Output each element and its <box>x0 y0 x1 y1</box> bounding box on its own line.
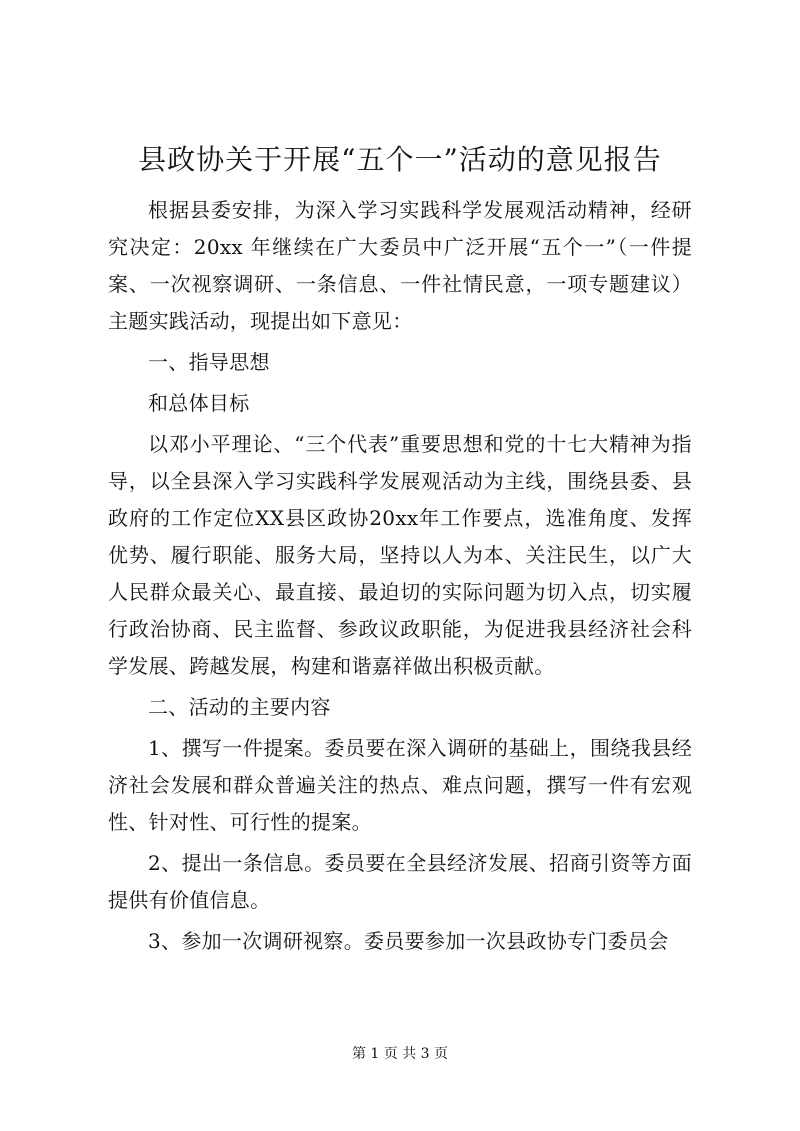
document-title: 县政协关于开展“五个一”活动的意见报告 <box>138 143 662 176</box>
page-number: 第 1 页 共 3 页 <box>351 1046 449 1062</box>
document-body <box>108 192 692 964</box>
paragraph-item-3: 3、参加一次调研视察。委员要参加一次县政协专门委员会 <box>148 929 669 953</box>
paragraph-item-2: 2、提出一条信息。委员要在全县经济发展、招商引资等方面提供有价值信息。 <box>108 851 692 912</box>
heading-guiding-ideology: 一、指导思想 <box>148 350 270 374</box>
paragraph-item-1: 1、撰写一件提案。委员要在深入调研的基础上，围绕我县经济社会发展和群众普遍关注的热点、难点问题，撰写一件有宏观性、针对性、可行性的提案。 <box>108 736 692 834</box>
heading-overall-goal: 和总体目标 <box>148 391 250 415</box>
paragraph-intro: 根据县委安排，为深入学习实践科学发展观活动精神，经研究决定：20xx 年继续在广大委员中广泛开展“五个一”（一件提案、一次视察调研、一条信息、一件社情民意，一项专题建议）主题实践活动，现提出如下意见： <box>108 198 692 333</box>
paragraph-guiding-ideology: 以邓小平理论、“三个代表”重要思想和党的十七大精神为指导，以全县深入学习实践科学发展观活动为主线，围绕县委、县政府的工作定位XX县区政协20xx年工作要点，选准角度、发挥优势、履行职能、服务大局，坚持以人为本、关注民生，以广大人民群众最关心、最直接、最迫切的实际问题为切入点，切实履行政治协商、民主监督、参政议政职能，为促进我县经济社会科学发展、跨越发展，构建和谐嘉祥做出积极贡献。 <box>108 432 692 678</box>
heading-main-content: 二、活动的主要内容 <box>148 695 331 719</box>
